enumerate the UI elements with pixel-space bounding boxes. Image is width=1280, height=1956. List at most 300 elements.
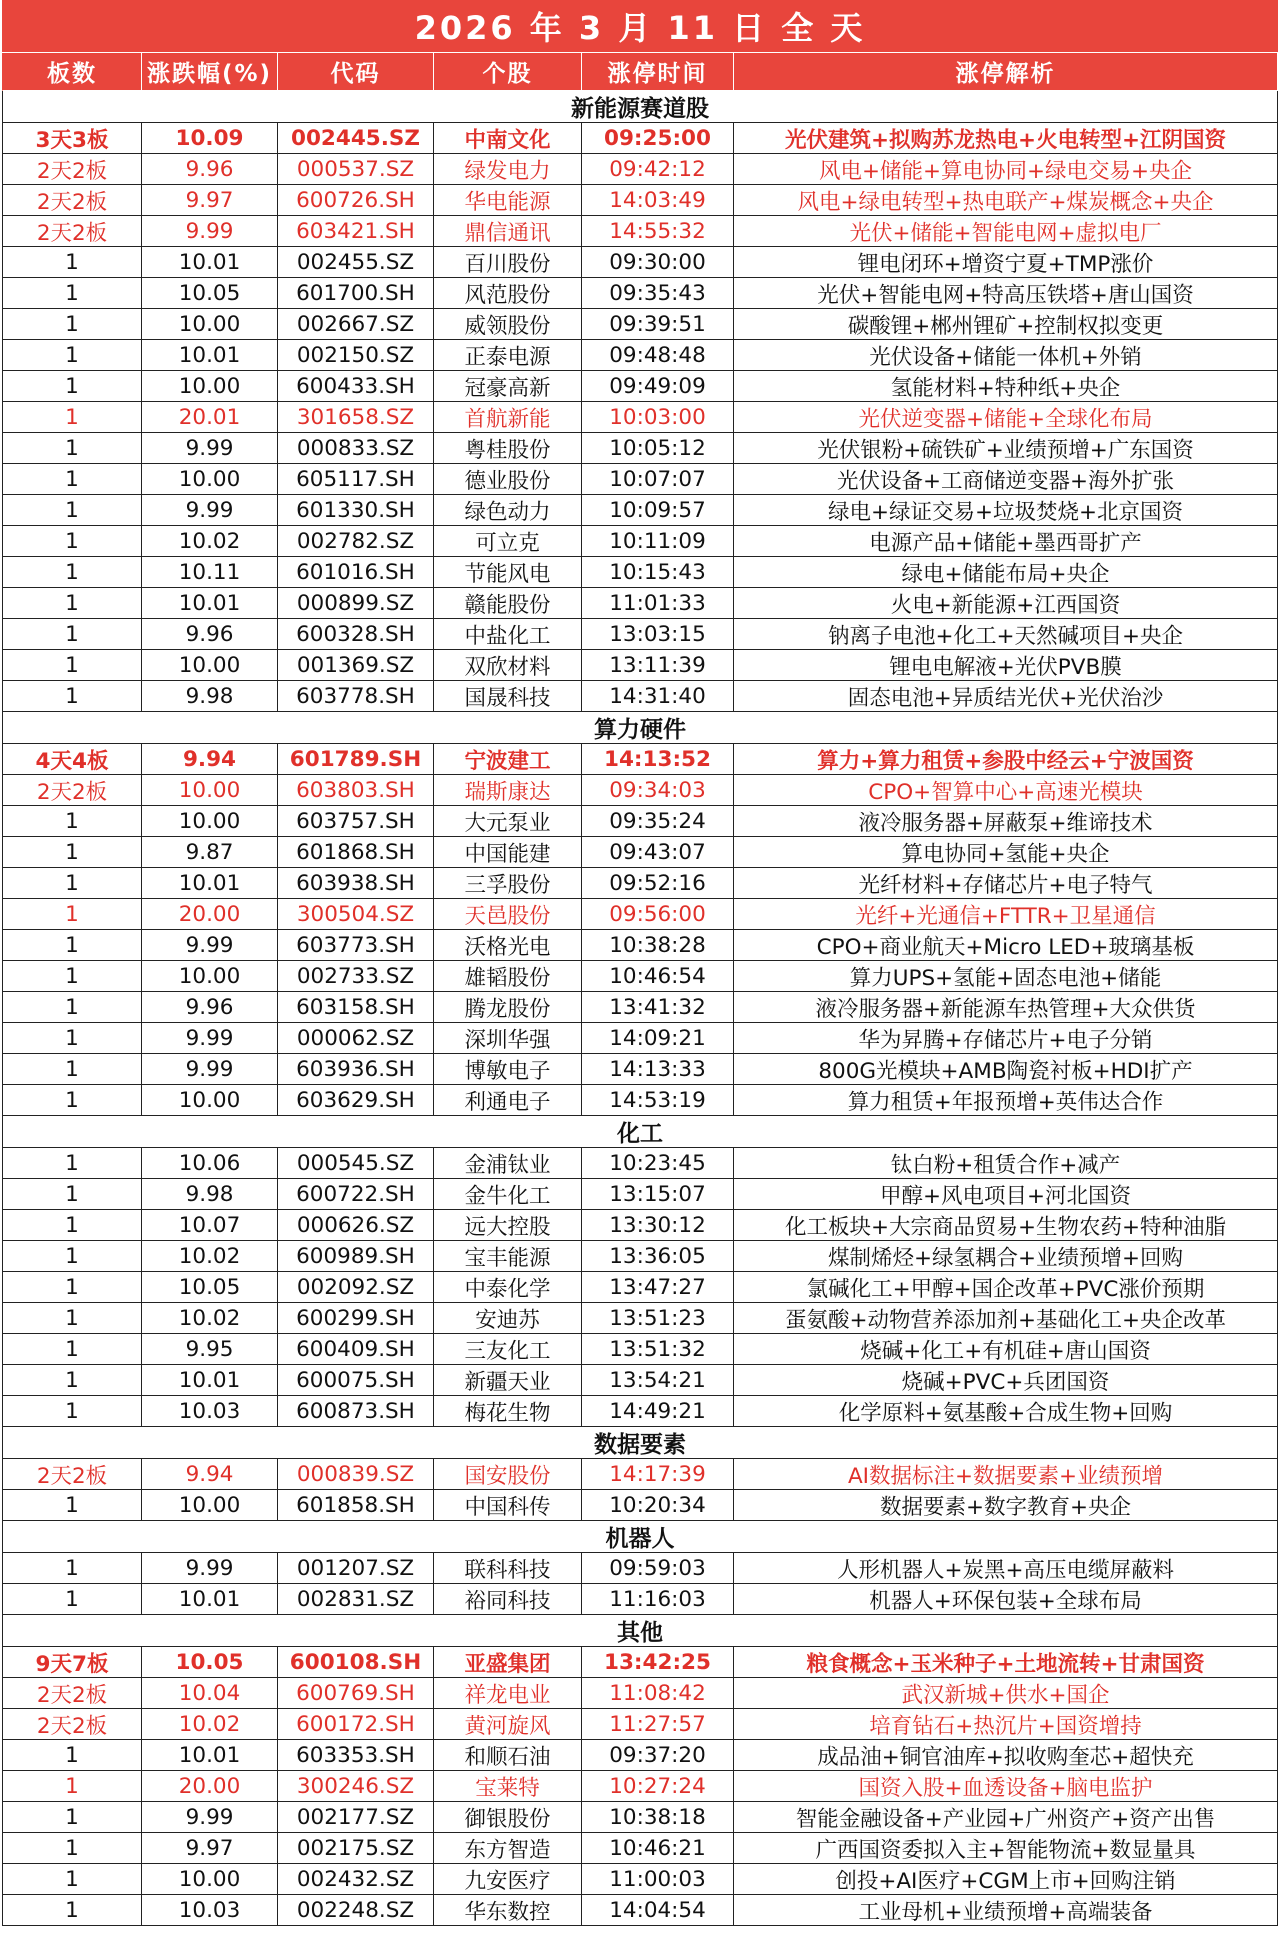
table-row [2, 650, 1278, 681]
table-row [2, 1833, 1278, 1864]
table-row [2, 216, 1278, 247]
cell-stock: 正泰电源 [434, 340, 582, 371]
cell-change: 9.87 [142, 837, 278, 868]
cell-code: 603773.SH [278, 930, 434, 961]
cell-stock: 御银股份 [434, 1802, 582, 1833]
table-row [2, 1272, 1278, 1303]
cell-code: 300504.SZ [278, 899, 434, 930]
cell-reason: 光伏设备+工商储逆变器+海外扩张 [734, 464, 1278, 495]
table-row [2, 806, 1278, 837]
cell-change: 9.97 [142, 1833, 278, 1864]
cell-code: 601789.SH [278, 744, 434, 775]
limit-up-table [2, 0, 1278, 1926]
cell-time: 10:09:57 [582, 495, 734, 526]
table-row [2, 402, 1278, 433]
cell-change: 20.01 [142, 402, 278, 433]
table-row [2, 371, 1278, 402]
cell-time: 13:51:32 [582, 1334, 734, 1365]
cell-time: 13:51:23 [582, 1303, 734, 1334]
cell-boards: 1 [2, 309, 142, 340]
cell-change: 9.99 [142, 1802, 278, 1833]
cell-reason: 锂电闭环+增资宁夏+TMP涨价 [734, 247, 1278, 278]
cell-stock: 裕同科技 [434, 1584, 582, 1615]
table-row [2, 1148, 1278, 1179]
cell-change: 10.00 [142, 650, 278, 681]
cell-boards: 1 [2, 1334, 142, 1365]
cell-boards: 1 [2, 961, 142, 992]
cell-code: 002831.SZ [278, 1584, 434, 1615]
cell-time: 09:37:20 [582, 1740, 734, 1771]
cell-time: 09:43:07 [582, 837, 734, 868]
cell-time: 10:38:28 [582, 930, 734, 961]
cell-reason: 烧碱+化工+有机硅+唐山国资 [734, 1334, 1278, 1365]
cell-boards: 1 [2, 650, 142, 681]
cell-stock: 德业股份 [434, 464, 582, 495]
cell-code: 600409.SH [278, 1334, 434, 1365]
cell-boards: 1 [2, 495, 142, 526]
cell-code: 600989.SH [278, 1241, 434, 1272]
cell-time: 10:23:45 [582, 1148, 734, 1179]
cell-stock: 博敏电子 [434, 1054, 582, 1085]
cell-time: 11:08:42 [582, 1678, 734, 1709]
cell-boards: 2天2板 [2, 775, 142, 806]
cell-change: 10.07 [142, 1210, 278, 1241]
cell-time: 10:46:54 [582, 961, 734, 992]
table-row [2, 1647, 1278, 1678]
cell-reason: 锂电电解液+光伏PVB膜 [734, 650, 1278, 681]
cell-stock: 中国能建 [434, 837, 582, 868]
cell-change: 10.09 [142, 123, 278, 154]
cell-boards: 1 [2, 1584, 142, 1615]
cell-stock: 梅花生物 [434, 1396, 582, 1427]
table-row [2, 154, 1278, 185]
cell-boards: 1 [2, 526, 142, 557]
cell-change: 10.00 [142, 309, 278, 340]
table-row [2, 123, 1278, 154]
table-row [2, 495, 1278, 526]
cell-code: 603936.SH [278, 1054, 434, 1085]
table-row [2, 464, 1278, 495]
cell-code: 000062.SZ [278, 1023, 434, 1054]
cell-code: 600769.SH [278, 1678, 434, 1709]
cell-change: 10.01 [142, 1365, 278, 1396]
cell-boards: 3天3板 [2, 123, 142, 154]
cell-reason: 光纤+光通信+FTTR+卫星通信 [734, 899, 1278, 930]
cell-change: 20.00 [142, 899, 278, 930]
cell-reason: 光伏+储能+智能电网+虚拟电厂 [734, 216, 1278, 247]
cell-code: 002175.SZ [278, 1833, 434, 1864]
cell-time: 13:47:27 [582, 1272, 734, 1303]
cell-stock: 利通电子 [434, 1085, 582, 1116]
cell-stock: 金牛化工 [434, 1179, 582, 1210]
cell-time: 13:03:15 [582, 619, 734, 650]
table-row [2, 1490, 1278, 1521]
cell-reason: 算力UPS+氢能+固态电池+储能 [734, 961, 1278, 992]
cell-boards: 1 [2, 1833, 142, 1864]
cell-time: 09:39:51 [582, 309, 734, 340]
cell-stock: 雄韬股份 [434, 961, 582, 992]
cell-time: 11:27:57 [582, 1709, 734, 1740]
table-row [2, 1553, 1278, 1584]
cell-time: 14:53:19 [582, 1085, 734, 1116]
cell-code: 605117.SH [278, 464, 434, 495]
table-row [2, 278, 1278, 309]
cell-reason: 氯碱化工+甲醇+国企改革+PVC涨价预期 [734, 1272, 1278, 1303]
cell-time: 14:04:54 [582, 1895, 734, 1926]
cell-time: 11:00:03 [582, 1864, 734, 1895]
cell-change: 9.99 [142, 495, 278, 526]
cell-code: 603158.SH [278, 992, 434, 1023]
cell-boards: 1 [2, 247, 142, 278]
cell-time: 09:56:00 [582, 899, 734, 930]
cell-change: 9.99 [142, 1553, 278, 1584]
cell-stock: 三友化工 [434, 1334, 582, 1365]
cell-stock: 安迪苏 [434, 1303, 582, 1334]
header-stock: 个股 [434, 53, 582, 91]
cell-reason: 化工板块+大宗商品贸易+生物农药+特种油脂 [734, 1210, 1278, 1241]
cell-change: 9.96 [142, 619, 278, 650]
cell-change: 10.00 [142, 464, 278, 495]
table-row [2, 1771, 1278, 1802]
cell-boards: 9天7板 [2, 1647, 142, 1678]
cell-code: 603353.SH [278, 1740, 434, 1771]
cell-code: 603803.SH [278, 775, 434, 806]
table-row [2, 1054, 1278, 1085]
cell-change: 9.99 [142, 930, 278, 961]
cell-change: 10.00 [142, 1864, 278, 1895]
cell-change: 9.96 [142, 992, 278, 1023]
cell-stock: 绿发电力 [434, 154, 582, 185]
cell-stock: 中泰化学 [434, 1272, 582, 1303]
table-row [2, 247, 1278, 278]
cell-change: 10.01 [142, 247, 278, 278]
cell-code: 600722.SH [278, 1179, 434, 1210]
cell-code: 601016.SH [278, 557, 434, 588]
cell-reason: 碳酸锂+郴州锂矿+控制权拟变更 [734, 309, 1278, 340]
cell-boards: 1 [2, 433, 142, 464]
cell-code: 002248.SZ [278, 1895, 434, 1926]
cell-boards: 1 [2, 340, 142, 371]
section-header: 新能源赛道股 [2, 91, 1278, 123]
cell-reason: 固态电池+异质结光伏+光伏治沙 [734, 681, 1278, 712]
cell-time: 14:13:33 [582, 1054, 734, 1085]
cell-reason: 火电+新能源+江西国资 [734, 588, 1278, 619]
cell-time: 10:03:00 [582, 402, 734, 433]
header-change: 涨跌幅(%) [142, 53, 278, 91]
cell-boards: 1 [2, 1023, 142, 1054]
cell-change: 10.02 [142, 1303, 278, 1334]
cell-code: 000626.SZ [278, 1210, 434, 1241]
cell-change: 9.99 [142, 433, 278, 464]
cell-boards: 2天2板 [2, 185, 142, 216]
cell-change: 10.00 [142, 1085, 278, 1116]
cell-change: 10.01 [142, 1584, 278, 1615]
cell-time: 10:05:12 [582, 433, 734, 464]
cell-time: 09:30:00 [582, 247, 734, 278]
cell-stock: 宁波建工 [434, 744, 582, 775]
cell-reason: 煤制烯烃+绿氢耦合+业绩预增+回购 [734, 1241, 1278, 1272]
cell-change: 10.01 [142, 588, 278, 619]
cell-time: 09:59:03 [582, 1553, 734, 1584]
cell-change: 10.00 [142, 1490, 278, 1521]
cell-boards: 1 [2, 1054, 142, 1085]
section-header: 算力硬件 [2, 712, 1278, 744]
cell-boards: 1 [2, 278, 142, 309]
cell-code: 300246.SZ [278, 1771, 434, 1802]
cell-code: 601330.SH [278, 495, 434, 526]
cell-stock: 和顺石油 [434, 1740, 582, 1771]
cell-stock: 东方智造 [434, 1833, 582, 1864]
table-row [2, 1802, 1278, 1833]
cell-change: 9.94 [142, 744, 278, 775]
cell-reason: 800G光模块+AMB陶瓷衬板+HDI扩产 [734, 1054, 1278, 1085]
cell-code: 603938.SH [278, 868, 434, 899]
cell-change: 10.00 [142, 806, 278, 837]
cell-change: 9.96 [142, 154, 278, 185]
cell-boards: 1 [2, 1802, 142, 1833]
cell-reason: 液冷服务器+屏蔽泵+维谛技术 [734, 806, 1278, 837]
cell-reason: 光伏银粉+硫铁矿+业绩预增+广东国资 [734, 433, 1278, 464]
cell-stock: 国安股份 [434, 1459, 582, 1490]
cell-stock: 赣能股份 [434, 588, 582, 619]
cell-code: 603629.SH [278, 1085, 434, 1116]
cell-time: 14:03:49 [582, 185, 734, 216]
cell-code: 600873.SH [278, 1396, 434, 1427]
cell-reason: 华为昇腾+存储芯片+电子分销 [734, 1023, 1278, 1054]
cell-boards: 1 [2, 1895, 142, 1926]
cell-change: 10.01 [142, 340, 278, 371]
cell-time: 14:13:52 [582, 744, 734, 775]
cell-change: 9.99 [142, 1054, 278, 1085]
cell-reason: 数据要素+数字教育+央企 [734, 1490, 1278, 1521]
cell-reason: 智能金融设备+产业园+广州资产+资产出售 [734, 1802, 1278, 1833]
cell-reason: 创投+AI医疗+CGM上市+回购注销 [734, 1864, 1278, 1895]
cell-time: 09:25:00 [582, 123, 734, 154]
table-row [2, 1709, 1278, 1740]
cell-boards: 1 [2, 588, 142, 619]
cell-reason: 化学原料+氨基酸+合成生物+回购 [734, 1396, 1278, 1427]
cell-time: 09:52:16 [582, 868, 734, 899]
cell-reason: 甲醇+风电项目+河北国资 [734, 1179, 1278, 1210]
cell-time: 11:01:33 [582, 588, 734, 619]
cell-stock: 亚盛集团 [434, 1647, 582, 1678]
cell-stock: 风范股份 [434, 278, 582, 309]
cell-time: 09:35:24 [582, 806, 734, 837]
table-row [2, 837, 1278, 868]
cell-change: 9.98 [142, 681, 278, 712]
cell-reason: 钠离子电池+化工+天然碱项目+央企 [734, 619, 1278, 650]
cell-change: 10.05 [142, 1272, 278, 1303]
cell-reason: CPO+智算中心+高速光模块 [734, 775, 1278, 806]
cell-stock: 九安医疗 [434, 1864, 582, 1895]
cell-stock: 黄河旋风 [434, 1709, 582, 1740]
cell-boards: 2天2板 [2, 1459, 142, 1490]
cell-time: 10:27:24 [582, 1771, 734, 1802]
table-row [2, 1895, 1278, 1926]
cell-boards: 1 [2, 992, 142, 1023]
cell-boards: 1 [2, 371, 142, 402]
cell-boards: 1 [2, 868, 142, 899]
cell-time: 13:30:12 [582, 1210, 734, 1241]
table-row [2, 930, 1278, 961]
cell-time: 13:54:21 [582, 1365, 734, 1396]
cell-boards: 1 [2, 1864, 142, 1895]
table-body [2, 91, 1278, 1926]
cell-time: 13:11:39 [582, 650, 734, 681]
cell-reason: 蛋氨酸+动物营养添加剂+基础化工+央企改革 [734, 1303, 1278, 1334]
cell-change: 9.99 [142, 1023, 278, 1054]
cell-boards: 1 [2, 1396, 142, 1427]
cell-change: 9.97 [142, 185, 278, 216]
cell-boards: 4天4板 [2, 744, 142, 775]
cell-reason: 绿电+绿证交易+垃圾焚烧+北京国资 [734, 495, 1278, 526]
table-row [2, 961, 1278, 992]
cell-stock: 双欣材料 [434, 650, 582, 681]
table-row [2, 1210, 1278, 1241]
cell-stock: 大元泵业 [434, 806, 582, 837]
cell-change: 9.99 [142, 216, 278, 247]
cell-code: 601700.SH [278, 278, 434, 309]
cell-reason: 风电+绿电转型+热电联产+煤炭概念+央企 [734, 185, 1278, 216]
cell-stock: 华东数控 [434, 1895, 582, 1926]
cell-boards: 1 [2, 402, 142, 433]
table-row [2, 557, 1278, 588]
table-row [2, 1864, 1278, 1895]
section-header: 其他 [2, 1615, 1278, 1647]
cell-boards: 1 [2, 1210, 142, 1241]
cell-code: 001369.SZ [278, 650, 434, 681]
cell-time: 10:46:21 [582, 1833, 734, 1864]
cell-reason: 液冷服务器+新能源车热管理+大众供货 [734, 992, 1278, 1023]
cell-code: 000899.SZ [278, 588, 434, 619]
cell-change: 10.04 [142, 1678, 278, 1709]
cell-time: 09:49:09 [582, 371, 734, 402]
table-row [2, 744, 1278, 775]
cell-change: 10.02 [142, 526, 278, 557]
cell-stock: 联科科技 [434, 1553, 582, 1584]
table-row [2, 868, 1278, 899]
table-row [2, 588, 1278, 619]
cell-boards: 1 [2, 1553, 142, 1584]
cell-code: 601868.SH [278, 837, 434, 868]
cell-boards: 1 [2, 930, 142, 961]
cell-boards: 1 [2, 557, 142, 588]
cell-change: 10.00 [142, 961, 278, 992]
cell-boards: 2天2板 [2, 216, 142, 247]
cell-stock: 深圳华强 [434, 1023, 582, 1054]
cell-reason: 算力租赁+年报预增+英伟达合作 [734, 1085, 1278, 1116]
table-row [2, 433, 1278, 464]
section-header: 化工 [2, 1116, 1278, 1148]
cell-boards: 2天2板 [2, 1709, 142, 1740]
cell-code: 600108.SH [278, 1647, 434, 1678]
header-row [2, 53, 1278, 91]
cell-time: 09:35:43 [582, 278, 734, 309]
cell-change: 9.95 [142, 1334, 278, 1365]
cell-change: 9.98 [142, 1179, 278, 1210]
cell-stock: 腾龙股份 [434, 992, 582, 1023]
cell-stock: 新疆天业 [434, 1365, 582, 1396]
table-row [2, 1303, 1278, 1334]
cell-time: 10:20:34 [582, 1490, 734, 1521]
cell-code: 000833.SZ [278, 433, 434, 464]
cell-code: 002733.SZ [278, 961, 434, 992]
table-row [2, 340, 1278, 371]
cell-code: 603778.SH [278, 681, 434, 712]
table-row [2, 775, 1278, 806]
table-row [2, 1584, 1278, 1615]
cell-boards: 1 [2, 464, 142, 495]
cell-stock: 远大控股 [434, 1210, 582, 1241]
cell-code: 002667.SZ [278, 309, 434, 340]
cell-boards: 1 [2, 1085, 142, 1116]
cell-code: 600075.SH [278, 1365, 434, 1396]
cell-stock: 鼎信通讯 [434, 216, 582, 247]
cell-stock: 首航新能 [434, 402, 582, 433]
cell-code: 600726.SH [278, 185, 434, 216]
cell-stock: 祥龙电业 [434, 1678, 582, 1709]
cell-change: 10.05 [142, 1647, 278, 1678]
cell-stock: 百川股份 [434, 247, 582, 278]
cell-boards: 1 [2, 1303, 142, 1334]
header-code: 代码 [278, 53, 434, 91]
cell-time: 13:42:25 [582, 1647, 734, 1678]
cell-reason: AI数据标注+数据要素+业绩预增 [734, 1459, 1278, 1490]
cell-reason: 武汉新城+供水+国企 [734, 1678, 1278, 1709]
cell-reason: 光伏设备+储能一体机+外销 [734, 340, 1278, 371]
cell-reason: 粮食概念+玉米种子+土地流转+甘肃国资 [734, 1647, 1278, 1678]
cell-time: 14:17:39 [582, 1459, 734, 1490]
cell-reason: 算力+算力租赁+参股中经云+宁波国资 [734, 744, 1278, 775]
cell-reason: 机器人+环保包装+全球布局 [734, 1584, 1278, 1615]
cell-time: 13:36:05 [582, 1241, 734, 1272]
table-row [2, 1241, 1278, 1272]
table-row [2, 1023, 1278, 1054]
cell-code: 001207.SZ [278, 1553, 434, 1584]
cell-reason: 烧碱+PVC+兵团国资 [734, 1365, 1278, 1396]
cell-reason: 人形机器人+炭黑+高压电缆屏蔽料 [734, 1553, 1278, 1584]
cell-reason: 绿电+储能布局+央企 [734, 557, 1278, 588]
table-row [2, 619, 1278, 650]
cell-stock: 宝丰能源 [434, 1241, 582, 1272]
cell-time: 14:09:21 [582, 1023, 734, 1054]
cell-code: 002455.SZ [278, 247, 434, 278]
cell-code: 603421.SH [278, 216, 434, 247]
cell-time: 09:48:48 [582, 340, 734, 371]
cell-reason: 电源产品+储能+墨西哥扩产 [734, 526, 1278, 557]
cell-code: 301658.SZ [278, 402, 434, 433]
header-reason: 涨停解析 [734, 53, 1278, 91]
cell-stock: 瑞斯康达 [434, 775, 582, 806]
cell-stock: 华电能源 [434, 185, 582, 216]
cell-change: 10.01 [142, 1740, 278, 1771]
cell-reason: 光伏+智能电网+特高压铁塔+唐山国资 [734, 278, 1278, 309]
cell-boards: 1 [2, 1148, 142, 1179]
table-row [2, 185, 1278, 216]
cell-boards: 1 [2, 1771, 142, 1802]
cell-code: 002150.SZ [278, 340, 434, 371]
cell-change: 20.00 [142, 1771, 278, 1802]
table-row [2, 681, 1278, 712]
cell-time: 09:34:03 [582, 775, 734, 806]
cell-time: 13:41:32 [582, 992, 734, 1023]
cell-time: 14:55:32 [582, 216, 734, 247]
cell-code: 002092.SZ [278, 1272, 434, 1303]
cell-boards: 1 [2, 806, 142, 837]
cell-stock: 冠豪高新 [434, 371, 582, 402]
cell-reason: 国资入股+血透设备+脑电监护 [734, 1771, 1278, 1802]
cell-stock: 中盐化工 [434, 619, 582, 650]
